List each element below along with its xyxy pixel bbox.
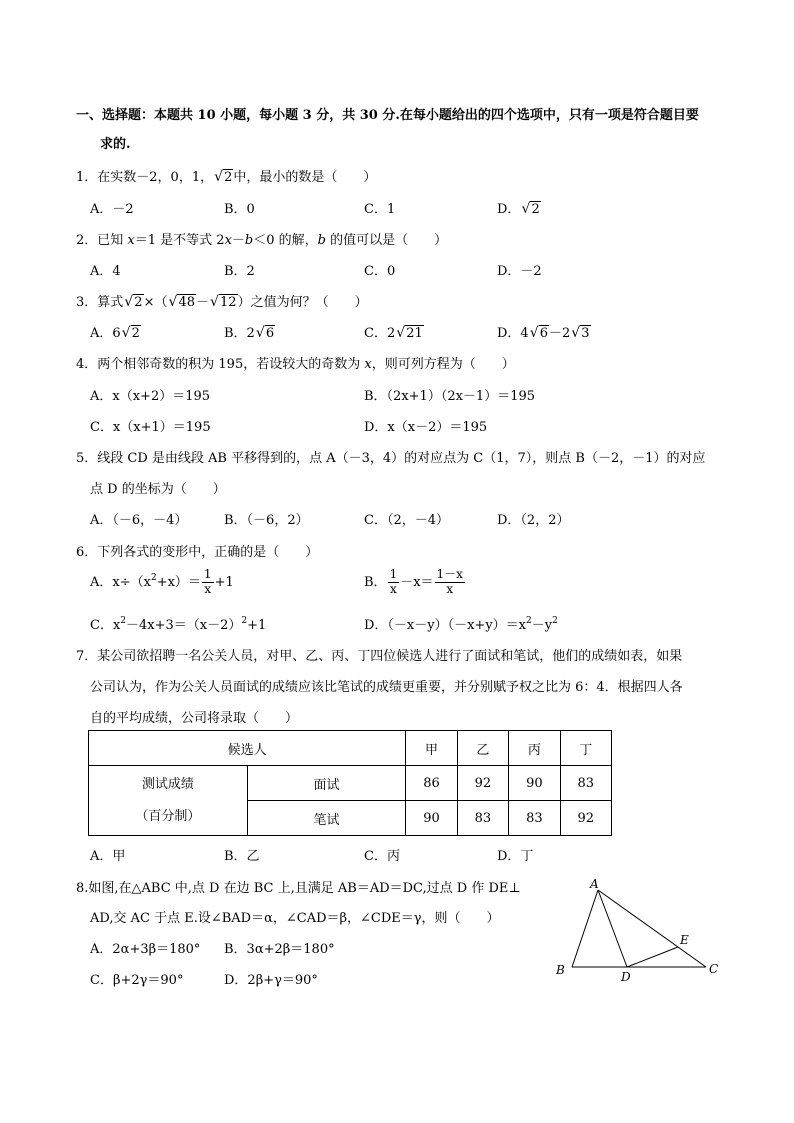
table-cell: 92 (560, 801, 611, 836)
header-candidate-4: 丁 (560, 731, 611, 766)
q3-option-d: D．4√ 6－2√ 3 (497, 322, 591, 341)
question-8-line2: AD,交 AC 于点 E.设∠BAD＝α，∠CAD＝β，∠CDE＝γ，则（ ） (90, 911, 500, 926)
segment-de (627, 947, 678, 967)
q1-option-b: B．0 (224, 202, 255, 217)
q7-option-a: A．甲 (90, 849, 126, 864)
q7-option-b: B．乙 (224, 849, 260, 864)
q4-option-d: D．x（x－2）＝195 (364, 420, 488, 435)
question-7-line1: 7．某公司欲招聘一名公关人员，对甲、乙、丙、丁四位候选人进行了面试和笔试，他们的成绩如表，如果 (76, 649, 683, 664)
q2-option-a: A．4 (90, 264, 121, 279)
q2-option-c: C．0 (364, 264, 396, 279)
label-e: E (680, 933, 689, 947)
header-candidate-1: 甲 (406, 731, 457, 766)
group-label-line2: （百分制） (135, 808, 201, 824)
q2-option-b: B．2 (224, 264, 255, 279)
q1-option-d: D．√ 2 (497, 198, 541, 217)
question-6-stem: 6．下列各式的变形中，正确的是（ ） (76, 545, 319, 560)
row-label-interview: 面试 (247, 766, 406, 801)
score-table (88, 730, 612, 836)
q8-option-b: B．3α+2β＝180° (224, 942, 335, 957)
table-cell: 90 (406, 801, 457, 836)
header-candidate-2: 乙 (457, 731, 508, 766)
q5-option-b: B．（－6，2） (224, 513, 309, 528)
q1-option-a: A．－2 (90, 202, 134, 217)
label-d: D (621, 970, 631, 984)
q6-option-d: D．$(-x-y)(-x+y)=x^2-y^2$ (364, 616, 558, 633)
q5-option-a: A．（－6，－4） (90, 513, 188, 528)
segment-ab (572, 890, 598, 967)
question-3-stem: 3．算式√ 2×（√ 48－√ 12）之值为何？（ ） (76, 291, 368, 310)
q5-option-d: D．（2，2） (497, 513, 570, 528)
triangle-figure (550, 872, 730, 987)
question-7-line2: 公司认为，作为公关人员面试的成绩应该比笔试的成绩更重要，并分别赋予权之比为 6：4．根据四人各 (90, 680, 683, 695)
question-4-stem: 4．两个相邻奇数的积为 195，若设较大的奇数为 x，则可列方程为（ ） (76, 357, 515, 372)
label-a: A (590, 877, 599, 891)
header-candidate-3: 丙 (509, 731, 560, 766)
table-cell: 90 (509, 766, 560, 801)
table-row (89, 766, 612, 801)
q7-option-d: D．丁 (497, 849, 534, 864)
q6-option-b: B． $\frac{1}{x}$ －x＝ $\frac{1-x}{x}$ (364, 567, 463, 596)
row-label-written: 笔试 (247, 801, 406, 836)
q8-option-d: D．2β+γ＝90° (224, 973, 318, 988)
question-7-line3: 自的平均成绩，公司将录取（ ） (90, 711, 299, 726)
q4-option-a: A．x（x+2）＝195 (90, 389, 211, 404)
q8-option-a: A．2α+3β＝180° (90, 942, 201, 957)
question-5-line2: 点 D 的坐标为（ ） (90, 482, 226, 497)
q3-option-a: A．6√ 2 (90, 322, 141, 341)
table-cell: 92 (457, 766, 508, 801)
table-cell: 83 (509, 801, 560, 836)
table-cell: 86 (406, 766, 457, 801)
table-cell: 83 (457, 801, 508, 836)
segment-ad (598, 890, 627, 967)
q8-option-c: C．β+2γ＝90° (90, 973, 184, 988)
q6-option-c: C．$x^2-4x+3=(x-2)^2+1$ (90, 616, 267, 633)
q3-option-b: B．2√ 6 (224, 322, 275, 341)
q4-option-b: B．（2x+1）（2x－1）＝195 (364, 389, 536, 404)
segment-ac (598, 890, 706, 967)
label-c: C (709, 962, 719, 976)
label-b: B (556, 963, 565, 977)
header-candidate: 候选人 (89, 731, 406, 766)
question-1-stem: 1．在实数－2，0，1，√ 2中，最小的数是（ ） (76, 166, 376, 185)
q5-option-c: C．（2，－4） (364, 513, 449, 528)
q3-option-c: C．2√ 21 (364, 322, 424, 341)
question-8-line1: 8.如图,在△ABC 中,点 D 在边 BC 上,且满足 AB＝AD＝DC,过点 D 作 DE⊥ (76, 881, 521, 896)
table-cell: 83 (560, 766, 611, 801)
question-5-line1: 5．线段 CD 是由线段 AB 平移得到的，点 A（－3，4）的对应点为 C（1，7），则点 B（－2，－1）的对应 (76, 451, 706, 466)
group-label (89, 766, 248, 836)
q4-option-c: C．x（x+1）＝195 (90, 420, 211, 435)
q6-option-a: A．$x\div(x^2+x)=$ $\frac{1}{x}$ +1 (90, 567, 234, 596)
section-heading-line2: 求的. (100, 137, 131, 152)
table-header-row (89, 731, 612, 766)
question-2-stem: 2．已知 x＝1 是不等式 2x－b＜0 的解，b 的值可以是（ ） (76, 233, 448, 248)
section-heading-line1: 一、选择题：本题共 10 小题，每小题 3 分，共 30 分.在每小题给出的四个选项中，只有一项是符合题目要 (76, 108, 699, 123)
q2-option-d: D．－2 (497, 264, 542, 279)
q7-option-c: C．丙 (364, 849, 400, 864)
group-label-line1: 测试成绩 (141, 776, 194, 792)
q1-option-c: C．1 (364, 202, 396, 217)
